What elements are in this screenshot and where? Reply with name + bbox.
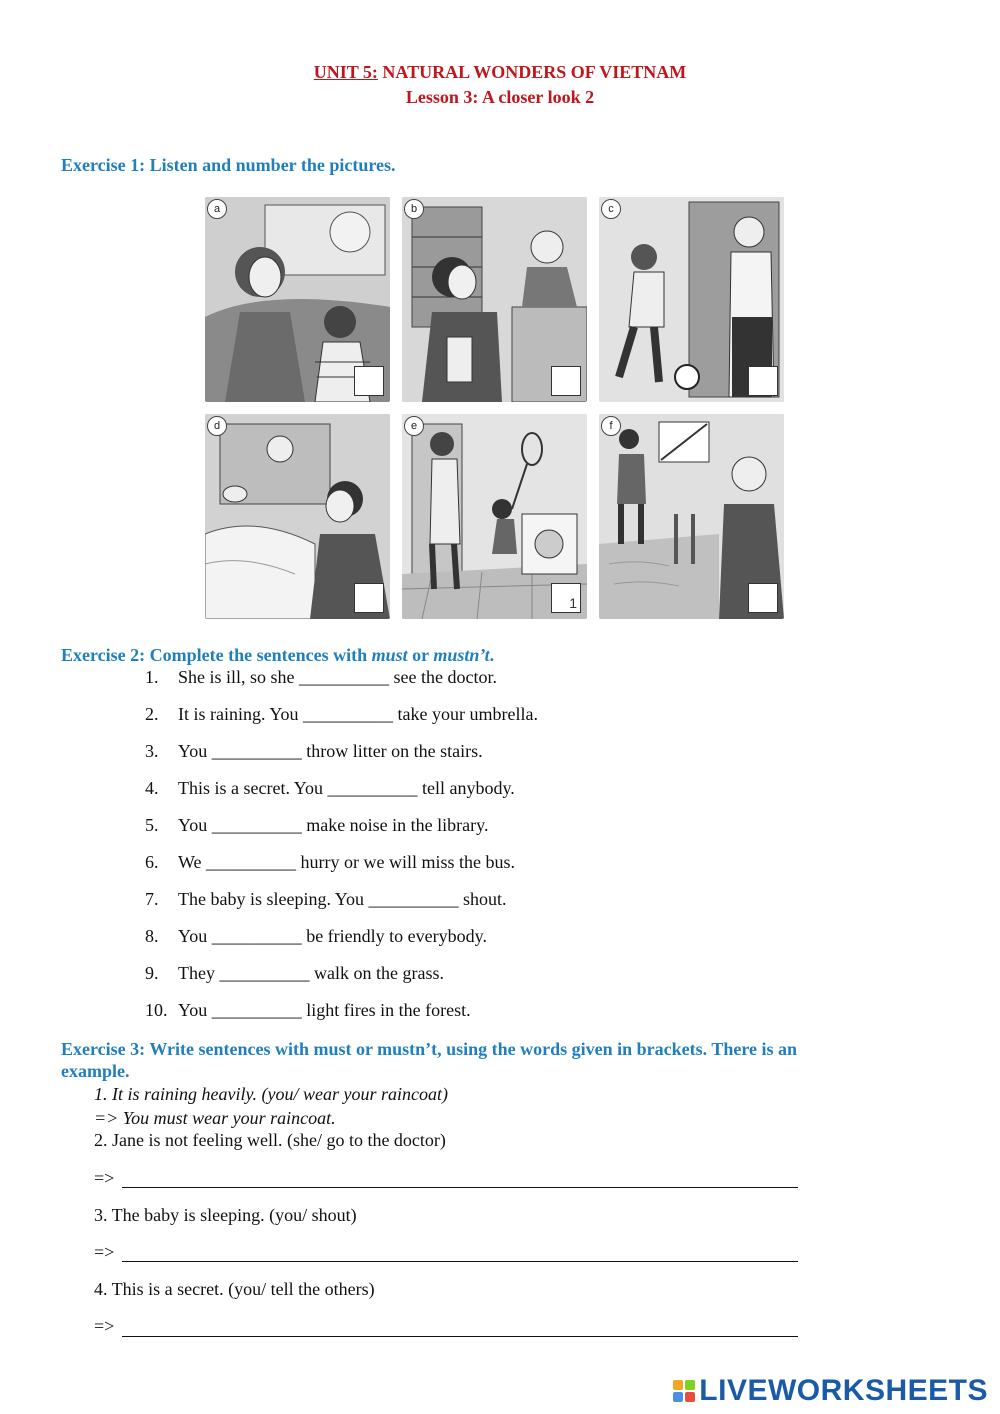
answer-arrow: => [94, 1316, 115, 1336]
picture-panel-d [205, 414, 390, 619]
prompt-2: 2. Jane is not feeling well. (she/ go to the doctor) [94, 1130, 446, 1150]
logo-square [685, 1380, 695, 1390]
item-text: This is a secret. You __________ tell anybody. [178, 778, 515, 798]
item-number: 4. [145, 778, 159, 798]
exercise1-heading: Exercise 1: Listen and number the pictures. [61, 155, 396, 175]
example-prompt: 1. It is raining heavily. (you/ wear your raincoat) [94, 1084, 448, 1104]
heading-mustnt: mustn’t [433, 645, 490, 665]
prompt-4: 4. This is a secret. (you/ tell the others) [94, 1279, 375, 1299]
picture-panel-e [402, 414, 587, 619]
item-text: It is raining. You __________ take your umbrella. [178, 704, 538, 724]
picture-panel-c [599, 197, 784, 402]
logo-icon [673, 1380, 695, 1402]
unit-label: UNIT 5: [313, 62, 378, 82]
answer-line-4[interactable] [122, 1336, 798, 1337]
answer-line-2[interactable] [122, 1187, 798, 1188]
panel-letter: f [601, 416, 621, 436]
exercise2-item [145, 815, 488, 836]
item-text: They __________ walk on the grass. [178, 963, 444, 983]
heading-end: . [489, 645, 495, 665]
exercise2-item [145, 704, 538, 725]
example-answer: => You must wear your raincoat. [94, 1108, 336, 1128]
item-number: 5. [145, 815, 159, 835]
panel-letter: c [601, 199, 621, 219]
picture-panel-f [599, 414, 784, 619]
answer-box[interactable] [748, 366, 778, 396]
heading-must: must [371, 645, 408, 665]
item-number: 9. [145, 963, 159, 983]
picture-panel-b [402, 197, 587, 402]
item-number: 8. [145, 926, 159, 946]
item-number: 6. [145, 852, 159, 872]
answer-line-3[interactable] [122, 1261, 798, 1262]
exercise2-item [145, 926, 487, 947]
answer-box[interactable] [748, 583, 778, 613]
item-text: You __________ light fires in the forest. [178, 1000, 471, 1020]
liveworksheets-logo [673, 1373, 988, 1409]
panel-letter: e [404, 416, 424, 436]
prompt-3: 3. The baby is sleeping. (you/ shout) [94, 1205, 357, 1225]
picture-panel-a [205, 197, 390, 402]
item-text: We __________ hurry or we will miss the bus. [178, 852, 516, 872]
item-number: 3. [145, 741, 159, 761]
exercise2-item [145, 889, 507, 910]
item-text: You __________ make noise in the library. [178, 815, 489, 835]
item-number: 10. [145, 1000, 168, 1020]
answer-box[interactable]: 1 [551, 583, 581, 613]
unit-name: NATURAL WONDERS OF VIETNAM [382, 62, 687, 82]
panel-letter: a [207, 199, 227, 219]
lesson-title: Lesson 3: A closer look 2 [405, 87, 595, 107]
exercise3-heading-cont: example. [61, 1061, 130, 1081]
heading-or: or [407, 645, 434, 665]
answer-arrow: => [94, 1168, 115, 1188]
exercise3-heading: Exercise 3: Write sentences with must or mustn’t, using the words given in brackets. There is an [61, 1039, 797, 1059]
item-number: 1. [145, 667, 159, 687]
logo-square [685, 1392, 695, 1402]
exercise2-item [145, 963, 444, 984]
item-text: The baby is sleeping. You __________ shout. [178, 889, 507, 909]
answer-box[interactable] [354, 366, 384, 396]
picture-grid [205, 197, 795, 622]
exercise2-item [145, 667, 497, 688]
exercise2-item [145, 1000, 471, 1021]
logo-square [673, 1392, 683, 1402]
item-text: You __________ throw litter on the stairs. [178, 741, 483, 761]
item-text: She is ill, so she __________ see the doctor. [178, 667, 497, 687]
item-text: You __________ be friendly to everybody. [178, 926, 487, 946]
heading-text: Exercise 2: Complete the sentences with [61, 645, 372, 665]
panel-letter: b [404, 199, 424, 219]
answer-box[interactable] [551, 366, 581, 396]
exercise2-item [145, 778, 515, 799]
exercise2-item [145, 852, 515, 873]
item-number: 2. [145, 704, 159, 724]
logo-square [673, 1380, 683, 1390]
exercise2-item [145, 741, 483, 762]
item-number: 7. [145, 889, 159, 909]
logo-text: LIVEWORKSHEETS [699, 1374, 988, 1407]
answer-box[interactable] [354, 583, 384, 613]
unit-title [0, 62, 1000, 83]
answer-arrow: => [94, 1242, 115, 1262]
exercise2-heading [61, 645, 494, 666]
panel-letter: d [207, 416, 227, 436]
